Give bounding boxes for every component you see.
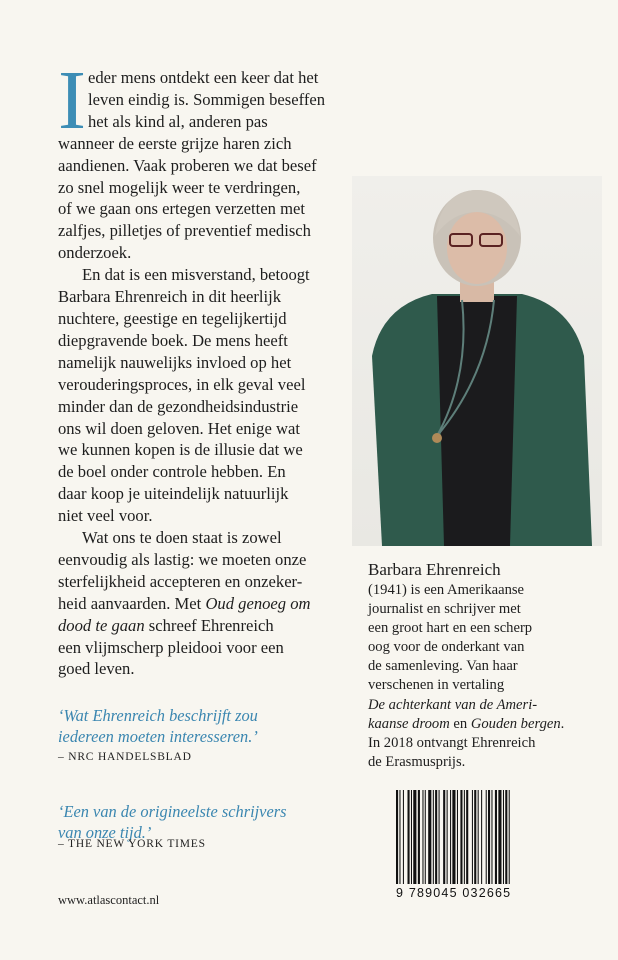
text-line [58,483,358,505]
text-line [368,600,608,619]
text-segment: verschenen in vertaling [368,677,505,694]
text-segment: schreef Ehrenreich [144,615,274,635]
author-bio [368,560,608,772]
text-line [58,242,358,264]
text-line [58,330,358,352]
book-title-text: Oud genoeg om [205,593,311,613]
text-segment: we kunnen kopen is de illusie dat we [58,440,303,460]
text-line [58,396,358,418]
text-line [58,418,358,440]
book-title-text: kaanse droom [368,715,450,732]
barcode-bar [408,790,410,884]
text-segment: nuchtere, geestige en tegelijkertijd [58,308,287,328]
text-segment: of we gaan ons ertegen verzetten met [58,199,305,219]
barcode-bar [457,790,458,884]
text-segment: diepgravende boek. De mens heeft [58,330,288,350]
barcode-bar [396,790,398,884]
text-segment: daar koop je uiteindelijk natuurlijk [58,484,289,504]
text-segment: minder dan de gezondheidsindustrie [58,396,299,416]
text-segment: een groot hart en een scherp [368,620,533,637]
quote-line: ‘Een van de origineelste schrijvers [58,802,287,821]
text-line [58,198,358,220]
text-line [368,715,608,734]
barcode-bar [425,790,426,884]
barcode-bar [452,790,455,884]
text-line [58,615,358,637]
isbn-number: 9 789045 032665 [396,886,512,900]
text-line [58,658,358,680]
text-segment: verouderingsproces, in elk geval veel [58,374,306,394]
text-line [368,696,608,715]
text-line [58,352,358,374]
book-title-text: De achterkant van de Ameri- [368,696,538,713]
drop-cap: I [58,54,86,147]
barcode-bar [450,790,451,884]
barcode-bar [498,790,501,884]
barcode [396,790,568,884]
barcode-bar [428,790,431,884]
text-segment: en [449,715,471,732]
text-line [368,676,608,695]
text-line [58,177,358,199]
barcode-bar [509,790,510,884]
barcode-bar [503,790,504,884]
text-segment: . [560,715,565,732]
barcode-bar [495,790,497,884]
text-line [368,619,608,638]
text-segment: In 2018 ontvangt Ehrenreich [368,734,536,751]
text-segment: het als kind al, anderen pas [88,111,268,131]
text-line [58,549,358,571]
barcode-bar [491,790,492,884]
text-segment: (1941) is een Amerikaanse [368,582,525,598]
text-segment: zo snel mogelijk weer te verdringen, [58,177,301,197]
text-segment: namelijk nauwelijks invloed op het [58,352,292,372]
text-segment: Wat ons te doen staat is zowel [82,528,282,548]
text-segment: onderzoek. [58,243,132,263]
text-segment: aandienen. Vaak proberen we dat besef [58,155,317,175]
text-line [58,461,358,483]
text-line [58,593,358,615]
barcode-bar [403,790,404,884]
quote-source: – THE NEW YORK TIMES [58,838,206,850]
barcode-bar [435,790,437,884]
text-segment: een vlijmscherp pleidooi voor een [58,637,284,657]
barcode-bar [464,790,465,884]
barcode-bar [399,790,400,884]
quote-line: van onze tijd.’ [58,823,152,842]
text-segment: En dat is een misverstand, betoogt [82,265,310,285]
text-line [368,734,608,753]
text-segment: de samenleving. Van haar [368,658,518,675]
barcode-bar [439,790,440,884]
barcode-bar [418,790,420,884]
text-segment: sterfelijkheid accepteren en onzeker- [58,571,303,591]
quote-nyt [58,801,358,843]
quote-line: ‘Wat Ehrenreich beschrijft zou [58,706,258,725]
text-segment: heid aanvaarden. Met [58,593,206,613]
text-segment: Barbara Ehrenreich in dit heerlijk [58,287,281,307]
barcode-bar [478,790,479,884]
text-segment: leven eindig is. Sommigen beseffen [88,89,326,109]
barcode-bar [443,790,445,884]
text-segment: eenvoudig als lastig: we moeten onze [58,549,307,569]
barcode-bar [460,790,462,884]
text-segment: oog voor de onderkant van [368,639,525,656]
quote-nrc [58,705,358,747]
text-line [58,637,358,659]
text-segment: ons wil doen geloven. Het enige wat [58,418,300,438]
barcode-bar [411,790,412,884]
text-line [368,581,608,600]
text-segment: wanneer de eerste grijze haren zich [58,133,292,153]
text-line [58,505,358,527]
text-line [58,155,358,177]
text-line [368,753,608,772]
text-line [58,308,358,330]
text-line [368,638,608,657]
barcode-bar [488,790,490,884]
text-line [58,133,358,155]
text-segment: journalist en schrijver met [368,601,521,618]
barcode-bar [422,790,423,884]
text-line [58,439,358,461]
text-line [368,657,608,676]
barcode-bar [481,790,482,884]
text-segment: zalfjes, pilletjes of preventief medisch [58,221,311,241]
blurb-text [58,54,358,680]
text-line [58,111,358,133]
barcode-bar [472,790,473,884]
barcode-bar [474,790,476,884]
book-title-text: dood te gaan [58,615,145,635]
barcode-bar [505,790,507,884]
text-line [58,374,358,396]
text-segment: de boel onder controle hebben. En [58,462,286,482]
barcode-bar [466,790,468,884]
book-title-text: Gouden bergen [470,715,561,732]
barcode-bar [486,790,487,884]
text-segment: eder mens ontdekt een keer dat het [88,68,319,87]
text-segment: goed leven. [58,659,135,679]
text-line [58,264,358,286]
barcode-bar [433,790,434,884]
quote-source: – NRC HANDELSBLAD [58,751,192,763]
text-segment: niet veel voor. [58,506,153,526]
text-line [58,571,358,593]
barcode-bar [413,790,416,884]
text-line [58,527,358,549]
publisher-website: www.atlascontact.nl [58,893,160,907]
text-segment: de Erasmusprijs. [368,753,466,770]
text-line [58,220,358,242]
author-bio-text [368,581,608,772]
text-line [58,286,358,308]
quote-line: iedereen moeten interesseren.’ [58,727,258,746]
author-name: Barbara Ehrenreich [368,560,501,579]
text-line [58,89,358,111]
barcode-bar [447,790,448,884]
text-line [58,67,358,89]
author-photo [352,176,602,546]
